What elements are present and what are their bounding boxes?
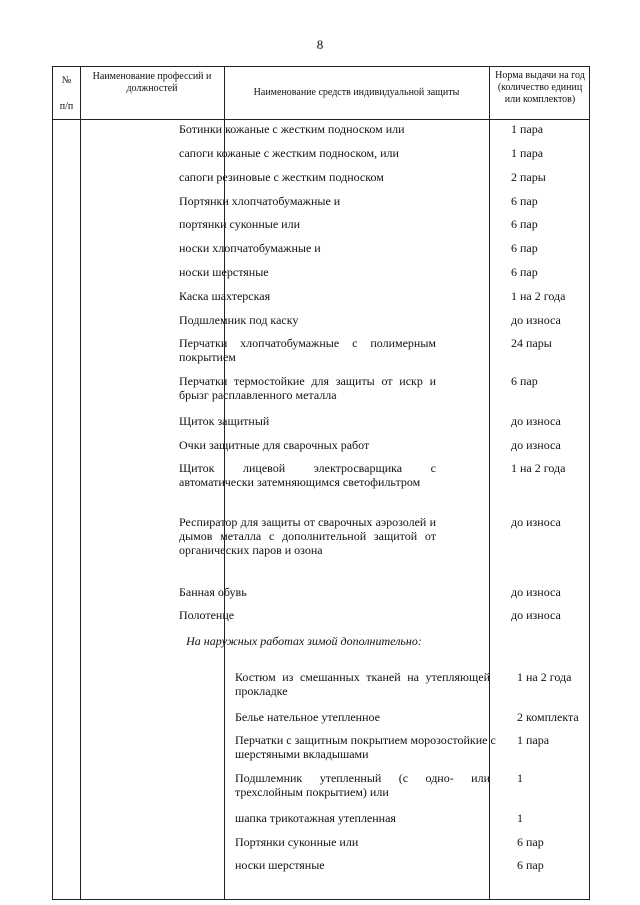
ppe-norm: 1 пара — [511, 122, 544, 136]
ppe-item: Каска шахтерская — [179, 289, 271, 303]
ppe-item: Очки защитные для сварочных работ — [179, 438, 370, 452]
ppe-item: носки шерстяные — [235, 858, 325, 872]
ppe-item: Щиток защитный — [179, 414, 270, 428]
ppe-item: Ботинки кожаные с жестким подноском или — [179, 122, 405, 136]
header-norm: Норма выдачи на год (количество единиц или комплектов) — [495, 70, 585, 105]
ppe-item: Перчатки хлопчатобумажные с полимерным покрытием — [179, 336, 436, 364]
header-divider — [53, 119, 589, 120]
ppe-norm: до износа — [511, 313, 561, 327]
column-divider — [80, 67, 81, 899]
ppe-norm: 1 — [517, 811, 523, 825]
ppe-item: Костюм из смешанных тканей на утепляющей прокладке — [235, 670, 490, 698]
ppe-norm: 24 пары — [511, 336, 552, 350]
ppe-item: Щиток лицевой электросварщика с автоматически затемняющимся светофильтром — [179, 461, 436, 489]
ppe-norm: 1 — [517, 771, 523, 785]
ppe-norm: 6 пар — [511, 374, 538, 388]
ppe-item: Портянки хлопчатобумажные и — [179, 194, 341, 208]
ppe-item: сапоги резиновые с жестким подноском — [179, 170, 384, 184]
ppe-item: Полотенце — [179, 608, 235, 622]
header-profession: Наименование профессий и должностей — [92, 71, 212, 94]
ppe-norm: до износа — [511, 515, 561, 529]
header-number-abbr: п/п — [59, 101, 74, 112]
ppe-item: Подшлемник под каску — [179, 313, 299, 327]
ppe-item: Подшлемник утепленный (с одно- или трехслойным покрытием) или — [235, 771, 490, 799]
ppe-norm: 1 пара — [511, 146, 544, 160]
ppe-norm: 1 пара — [517, 733, 550, 747]
ppe-item: Портянки суконные или — [235, 835, 359, 849]
ppe-item: Белье нательное утепленное — [235, 710, 380, 724]
ppe-norm: 6 пар — [511, 217, 538, 231]
ppe-item: шапка трикотажная утепленная — [235, 811, 396, 825]
ppe-item: Банная обувь — [179, 585, 247, 599]
ppe-item: Респиратор для защиты от сварочных аэрозолей и дымов металла с дополнительной защитой от органических паров и озона — [179, 515, 436, 557]
header-number-symbol: № — [61, 75, 72, 86]
page-number: 8 — [316, 37, 324, 52]
ppe-norm: 6 пар — [517, 858, 544, 872]
ppe-norm: до износа — [511, 585, 561, 599]
ppe-norm: до износа — [511, 414, 561, 428]
ppe-norm: 2 комплекта — [517, 710, 579, 724]
ppe-norm: 6 пар — [511, 241, 538, 255]
ppe-item: портянки суконные или — [179, 217, 300, 231]
ppe-norm: 6 пар — [511, 194, 538, 208]
ppe-norm: до износа — [511, 608, 561, 622]
ppe-norm: 2 пары — [511, 170, 546, 184]
ppe-item: Перчатки с защитным покрытием морозостойкие с шерстяными вкладышами — [235, 733, 496, 761]
header-number — [53, 67, 80, 119]
ppe-item: Перчатки термостойкие для защиты от искр и брызг расплавленного металла — [179, 374, 436, 402]
header-ppe: Наименование средств индивидуальной защиты — [253, 87, 460, 98]
ppe-norm: 1 на 2 года — [511, 461, 566, 475]
ppe-item: носки хлопчатобумажные и — [179, 241, 321, 255]
ppe-norm: 6 пар — [511, 265, 538, 279]
ppe-item: носки шерстяные — [179, 265, 269, 279]
ppe-norm: до износа — [511, 438, 561, 452]
section-heading-winter: На наружных работах зимой дополнительно: — [186, 634, 422, 648]
ppe-norm: 1 на 2 года — [517, 670, 572, 684]
ppe-item: сапоги кожаные с жестким подноском, или — [179, 146, 399, 160]
ppe-norm: 6 пар — [517, 835, 544, 849]
ppe-norm: 1 на 2 года — [511, 289, 566, 303]
